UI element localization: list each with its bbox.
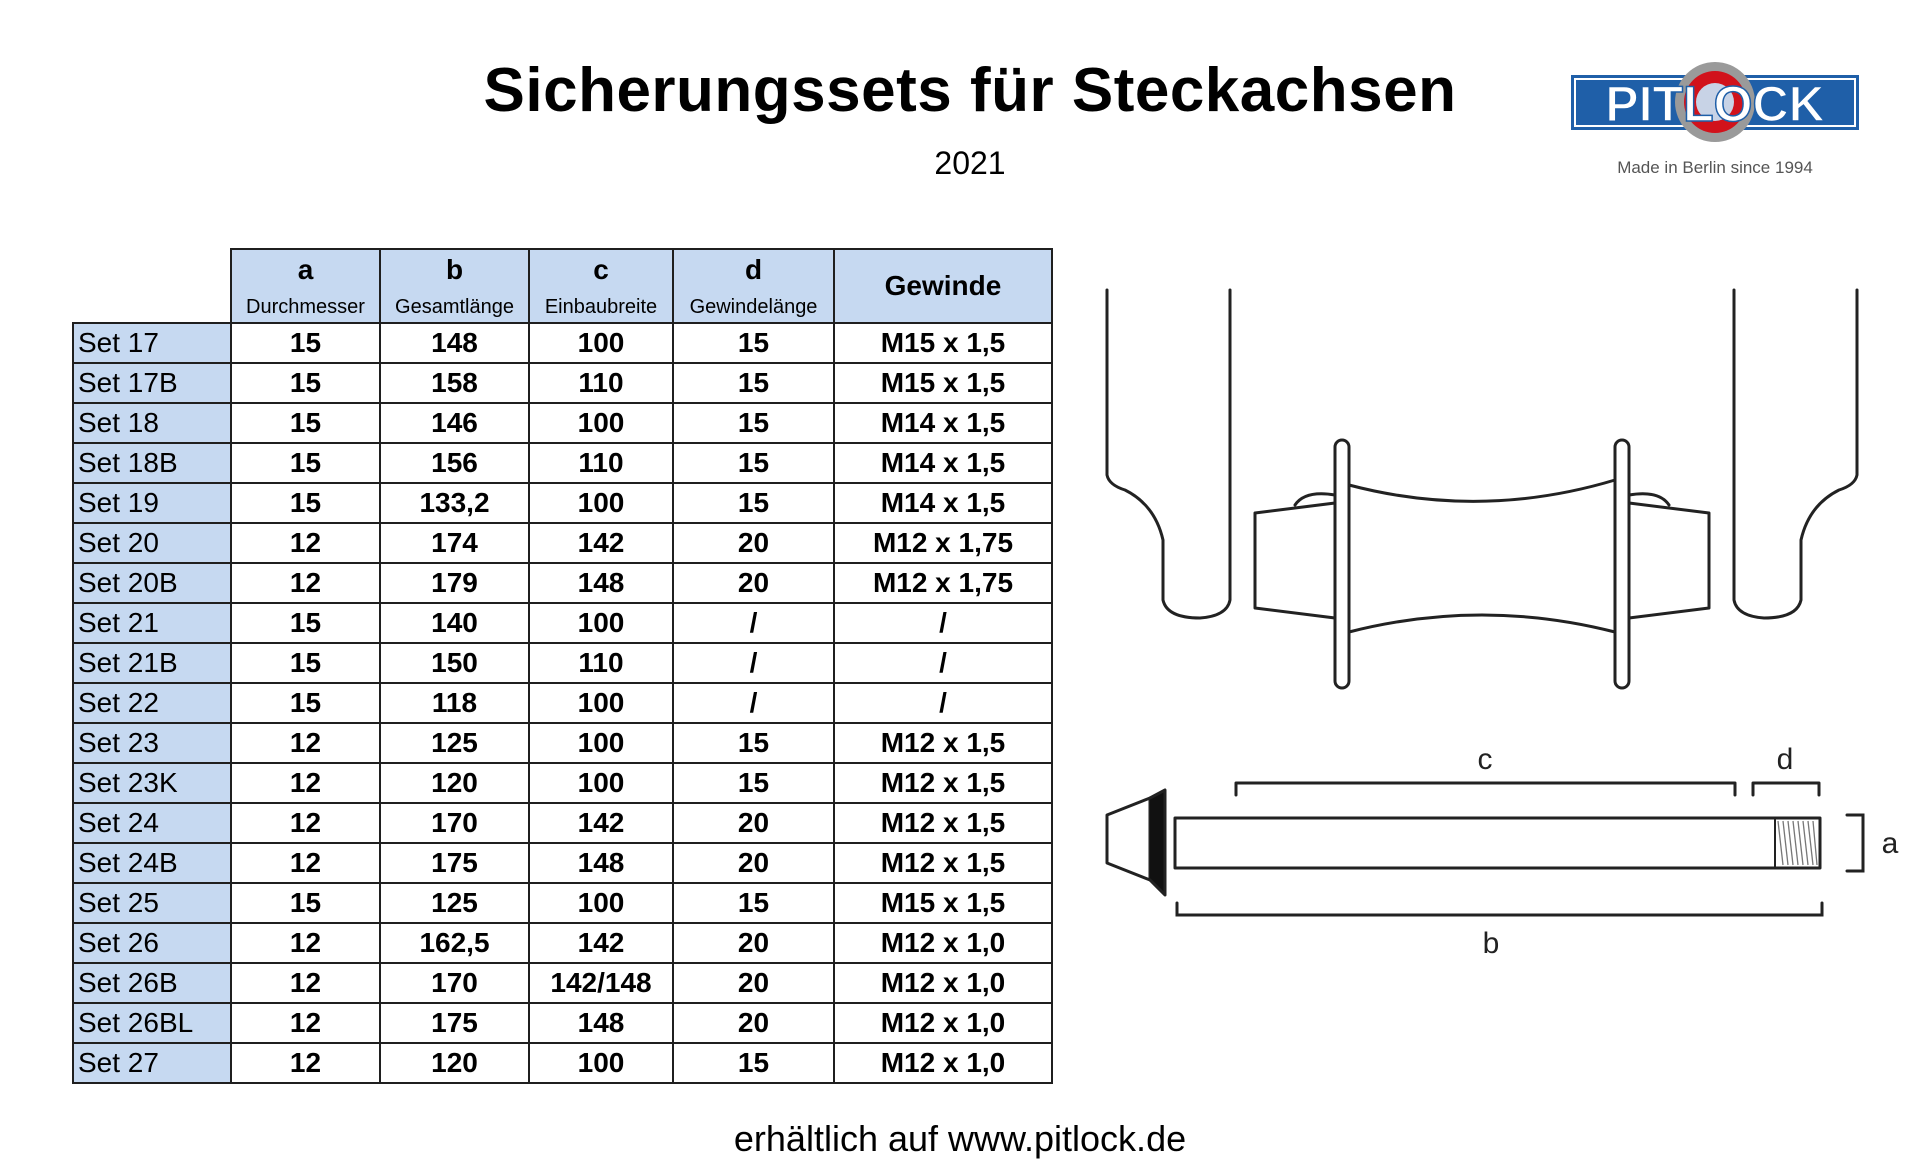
table-row (73, 563, 1052, 603)
table-cell: 146 (380, 403, 529, 443)
table-cell: 175 (380, 1003, 529, 1043)
thread-hatching (1778, 821, 1817, 865)
column-header-d: d Gewindelänge (673, 249, 834, 323)
specs-table (72, 248, 1053, 1084)
table-cell: 148 (529, 1003, 673, 1043)
table-cell: 110 (529, 643, 673, 683)
table-cell: 170 (380, 963, 529, 1003)
table-cell: 100 (529, 603, 673, 643)
table-cell: M14 x 1,5 (834, 483, 1052, 523)
table-cell: M12 x 1,0 (834, 1043, 1052, 1083)
table-row (73, 843, 1052, 883)
table-row (73, 683, 1052, 723)
table-cell: 15 (673, 723, 834, 763)
table-cell: 12 (231, 803, 380, 843)
table-cell: M14 x 1,5 (834, 403, 1052, 443)
set-name-cell: Set 17 (73, 323, 231, 363)
table-cell: 100 (529, 683, 673, 723)
table-cell: 148 (529, 843, 673, 883)
table-cell: 125 (380, 883, 529, 923)
table-cell: 12 (231, 563, 380, 603)
column-header-c: c Einbaubreite (529, 249, 673, 323)
table-cell: 12 (231, 523, 380, 563)
table-cell: 20 (673, 963, 834, 1003)
set-name-cell: Set 26B (73, 963, 231, 1003)
table-cell: 170 (380, 803, 529, 843)
table-cell: 15 (231, 683, 380, 723)
table-cell: 142 (529, 523, 673, 563)
set-name-cell: Set 17B (73, 363, 231, 403)
table-cell: M12 x 1,5 (834, 763, 1052, 803)
table-cell: / (834, 603, 1052, 643)
table-cell: 110 (529, 443, 673, 483)
table-row (73, 763, 1052, 803)
table-cell: 15 (231, 643, 380, 683)
table-row (73, 403, 1052, 443)
table-cell: 158 (380, 363, 529, 403)
table-cell: 15 (673, 403, 834, 443)
logo-tagline: Made in Berlin since 1994 (1617, 158, 1813, 177)
table-cell: 15 (673, 323, 834, 363)
table-cell: 142/148 (529, 963, 673, 1003)
table-cell: 15 (231, 483, 380, 523)
table-row (73, 323, 1052, 363)
table-cell: 15 (231, 883, 380, 923)
table-cell: 20 (673, 843, 834, 883)
table-cell: 15 (231, 363, 380, 403)
table-cell: 20 (673, 563, 834, 603)
table-cell: 156 (380, 443, 529, 483)
column-header-a: a Durchmesser (231, 249, 380, 323)
table-cell: M12 x 1,5 (834, 723, 1052, 763)
table-row (73, 963, 1052, 1003)
table-cell: M15 x 1,5 (834, 883, 1052, 923)
table-cell: / (673, 603, 834, 643)
table-cell: 179 (380, 563, 529, 603)
table-cell: 175 (380, 843, 529, 883)
label-a: a (1881, 827, 1899, 860)
table-cell: 120 (380, 763, 529, 803)
table-cell: 20 (673, 923, 834, 963)
set-name-cell: Set 25 (73, 883, 231, 923)
table-corner (73, 249, 231, 323)
table-cell: 15 (673, 363, 834, 403)
table-cell: 100 (529, 323, 673, 363)
fork-hub-diagram (1095, 280, 1875, 700)
set-name-cell: Set 26 (73, 923, 231, 963)
table-cell: 110 (529, 363, 673, 403)
table-cell: 148 (380, 323, 529, 363)
table-cell: 148 (529, 563, 673, 603)
table-cell: M12 x 1,75 (834, 563, 1052, 603)
table-cell: M12 x 1,0 (834, 1003, 1052, 1043)
set-name-cell: Set 27 (73, 1043, 231, 1083)
set-name-cell: Set 22 (73, 683, 231, 723)
label-b: b (1482, 927, 1500, 960)
table-cell: M12 x 1,75 (834, 523, 1052, 563)
table-cell: / (673, 643, 834, 683)
table-cell: 12 (231, 963, 380, 1003)
table-cell: 100 (529, 723, 673, 763)
set-name-cell: Set 23 (73, 723, 231, 763)
table-cell: M12 x 1,0 (834, 963, 1052, 1003)
table-cell: 150 (380, 643, 529, 683)
year-subtitle: 2021 (934, 145, 1006, 181)
table-cell: M12 x 1,5 (834, 803, 1052, 843)
set-name-cell: Set 18B (73, 443, 231, 483)
table-row (73, 483, 1052, 523)
page-title: Sicherungssets für Steckachsen (483, 56, 1457, 125)
table-cell: M15 x 1,5 (834, 363, 1052, 403)
table-cell: 12 (231, 1003, 380, 1043)
label-c: c (1477, 743, 1493, 776)
table-cell: 15 (673, 1043, 834, 1083)
table-cell: M14 x 1,5 (834, 443, 1052, 483)
table-cell: 20 (673, 1003, 834, 1043)
table-cell: 100 (529, 403, 673, 443)
table-cell: M12 x 1,5 (834, 843, 1052, 883)
dimension-d-bracket (1753, 783, 1819, 795)
table-row (73, 1043, 1052, 1083)
table-cell: 100 (529, 763, 673, 803)
set-name-cell: Set 19 (73, 483, 231, 523)
table-row (73, 923, 1052, 963)
table-cell: M12 x 1,0 (834, 923, 1052, 963)
table-row (73, 643, 1052, 683)
table-cell: 12 (231, 763, 380, 803)
table-cell: M15 x 1,5 (834, 323, 1052, 363)
svg-text:PITLOCK: PITLOCK (1605, 76, 1825, 132)
set-name-cell: Set 24B (73, 843, 231, 883)
set-name-cell: Set 20B (73, 563, 231, 603)
set-name-cell: Set 21B (73, 643, 231, 683)
table-cell: 120 (380, 1043, 529, 1083)
table-cell: 142 (529, 923, 673, 963)
table-cell: 15 (673, 763, 834, 803)
column-header-b: b Gesamtlänge (380, 249, 529, 323)
dimension-b-bracket (1177, 903, 1822, 915)
footer-note: erhältlich auf www.pitlock.de (733, 1118, 1187, 1159)
axle-shaft (1175, 818, 1820, 868)
set-name-cell: Set 18 (73, 403, 231, 443)
table-cell: 125 (380, 723, 529, 763)
table-cell: 15 (231, 443, 380, 483)
table-row (73, 363, 1052, 403)
table-row (73, 1003, 1052, 1043)
table-cell: 133,2 (380, 483, 529, 523)
table-cell: 15 (231, 323, 380, 363)
table-cell: 12 (231, 923, 380, 963)
table-cell: 100 (529, 883, 673, 923)
table-row (73, 883, 1052, 923)
table-cell: 15 (231, 403, 380, 443)
table-cell: 15 (673, 443, 834, 483)
set-name-cell: Set 21 (73, 603, 231, 643)
table-cell: 100 (529, 1043, 673, 1083)
table-row (73, 603, 1052, 643)
table-cell: 20 (673, 523, 834, 563)
skewer-head (1107, 798, 1150, 880)
table-cell: 20 (673, 803, 834, 843)
table-cell: 174 (380, 523, 529, 563)
table-cell: 15 (231, 603, 380, 643)
set-name-cell: Set 23K (73, 763, 231, 803)
table-cell: 12 (231, 723, 380, 763)
table-row (73, 803, 1052, 843)
set-name-cell: Set 26BL (73, 1003, 231, 1043)
table-cell: 162,5 (380, 923, 529, 963)
table-cell: / (834, 643, 1052, 683)
table-row (73, 723, 1052, 763)
table-cell: 12 (231, 1043, 380, 1083)
table-cell: 12 (231, 843, 380, 883)
table-cell: 15 (673, 883, 834, 923)
table-cell: 118 (380, 683, 529, 723)
table-cell: 100 (529, 483, 673, 523)
table-row (73, 523, 1052, 563)
table-cell: / (673, 683, 834, 723)
set-name-cell: Set 20 (73, 523, 231, 563)
table-cell: / (834, 683, 1052, 723)
table-cell: 15 (673, 483, 834, 523)
column-header-gewinde: Gewinde (834, 249, 1052, 323)
dimension-a-bracket (1847, 815, 1863, 871)
table-cell: 142 (529, 803, 673, 843)
table-cell: 140 (380, 603, 529, 643)
set-name-cell: Set 24 (73, 803, 231, 843)
axle-diagram (1095, 735, 1915, 965)
dimension-c-bracket (1236, 783, 1735, 795)
label-d: d (1776, 743, 1794, 776)
table-row (73, 443, 1052, 483)
